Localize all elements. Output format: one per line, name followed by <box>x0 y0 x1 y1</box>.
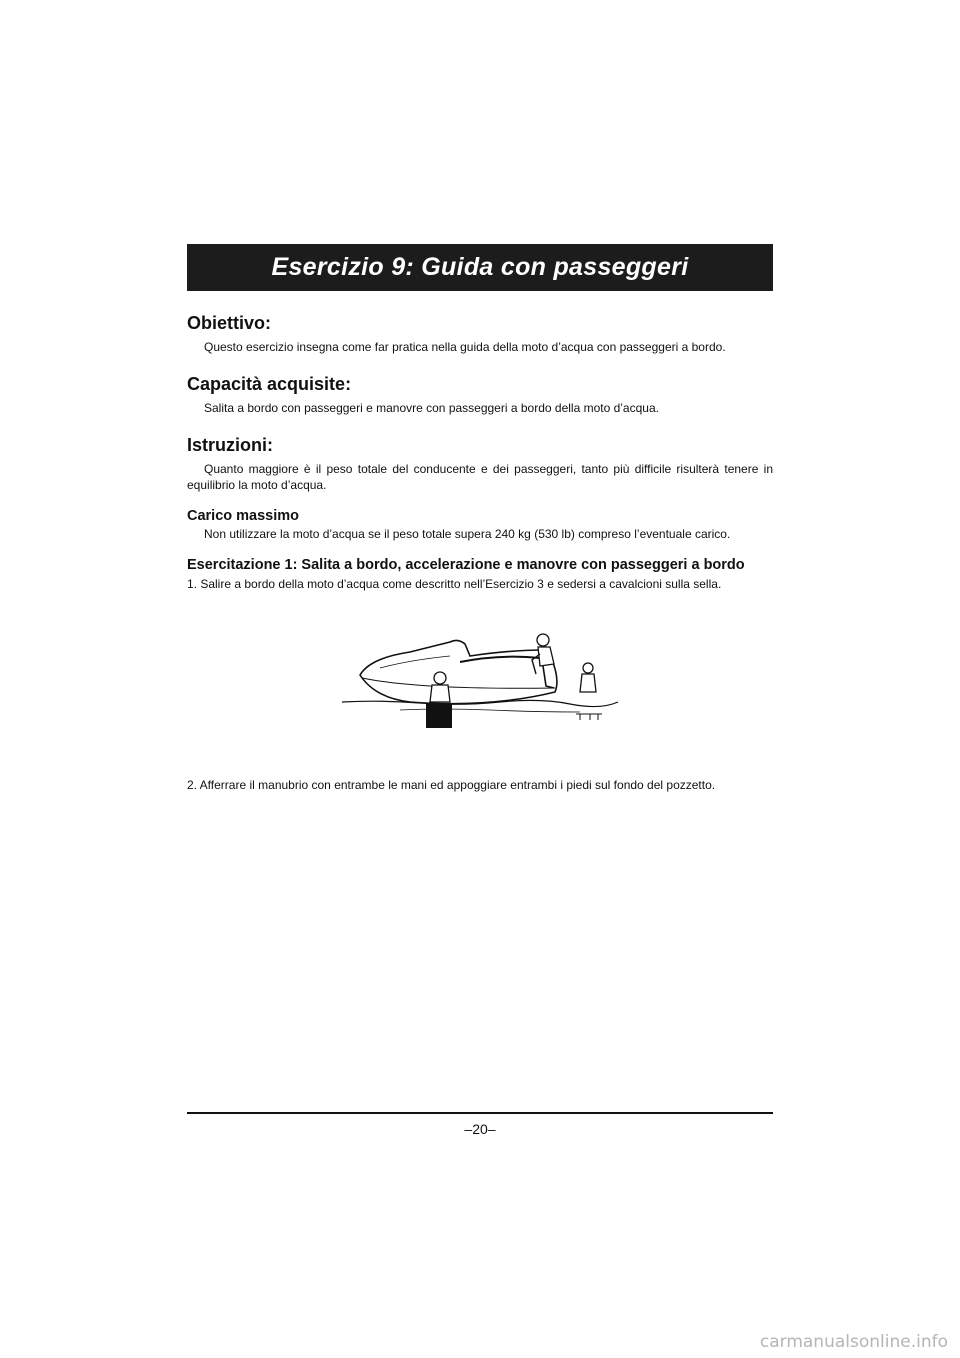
instructions-text: Quanto maggiore è il peso totale del conducente e dei passeggeri, tanto più difficile risulterà tenere in equilibrio la moto d’acqua. <box>187 462 773 492</box>
objective-text: Questo esercizio insegna come far pratica nella guida della moto d’acqua con passeggeri a bordo. <box>204 340 726 354</box>
exercise1-step2: 2. Afferrare il manubrio con entrambe le mani ed appoggiare entrambi i piedi sul fondo del pozzetto. <box>187 778 716 792</box>
skills-heading: Capacità acquisite: <box>187 374 352 394</box>
title-banner <box>187 244 773 291</box>
footer-rule <box>187 1112 773 1114</box>
instructions-heading: Istruzioni: <box>187 435 273 455</box>
main-content <box>187 312 773 592</box>
exercise1-step1: 1. Salire a bordo della moto d’acqua come descritto nell’Esercizio 3 e sedersi a cavalcioni sulla sella. <box>187 577 722 591</box>
max-load-heading: Carico massimo <box>187 508 300 524</box>
exercise1-heading: Esercitazione 1: Salita a bordo, accelerazione e manovre con passeggeri a bordo <box>187 557 745 573</box>
objective-heading: Obiettivo: <box>187 313 271 333</box>
illustration-boarding-watercraft <box>340 630 620 730</box>
exercise1-step2-block <box>187 775 773 793</box>
page-number: –20– <box>464 1121 496 1137</box>
max-load-text: Non utilizzare la moto d’acqua se il peso totale supera 240 kg (530 lb) compreso l’eventuale carico. <box>204 527 731 541</box>
watermark: carmanualsonline.info <box>759 1332 948 1352</box>
watercraft-illustration <box>340 630 620 730</box>
page-title: Esercizio 9: Guida con passeggeri <box>271 253 689 281</box>
skills-text: Salita a bordo con passeggeri e manovre con passeggeri a bordo della moto d’acqua. <box>204 401 659 415</box>
